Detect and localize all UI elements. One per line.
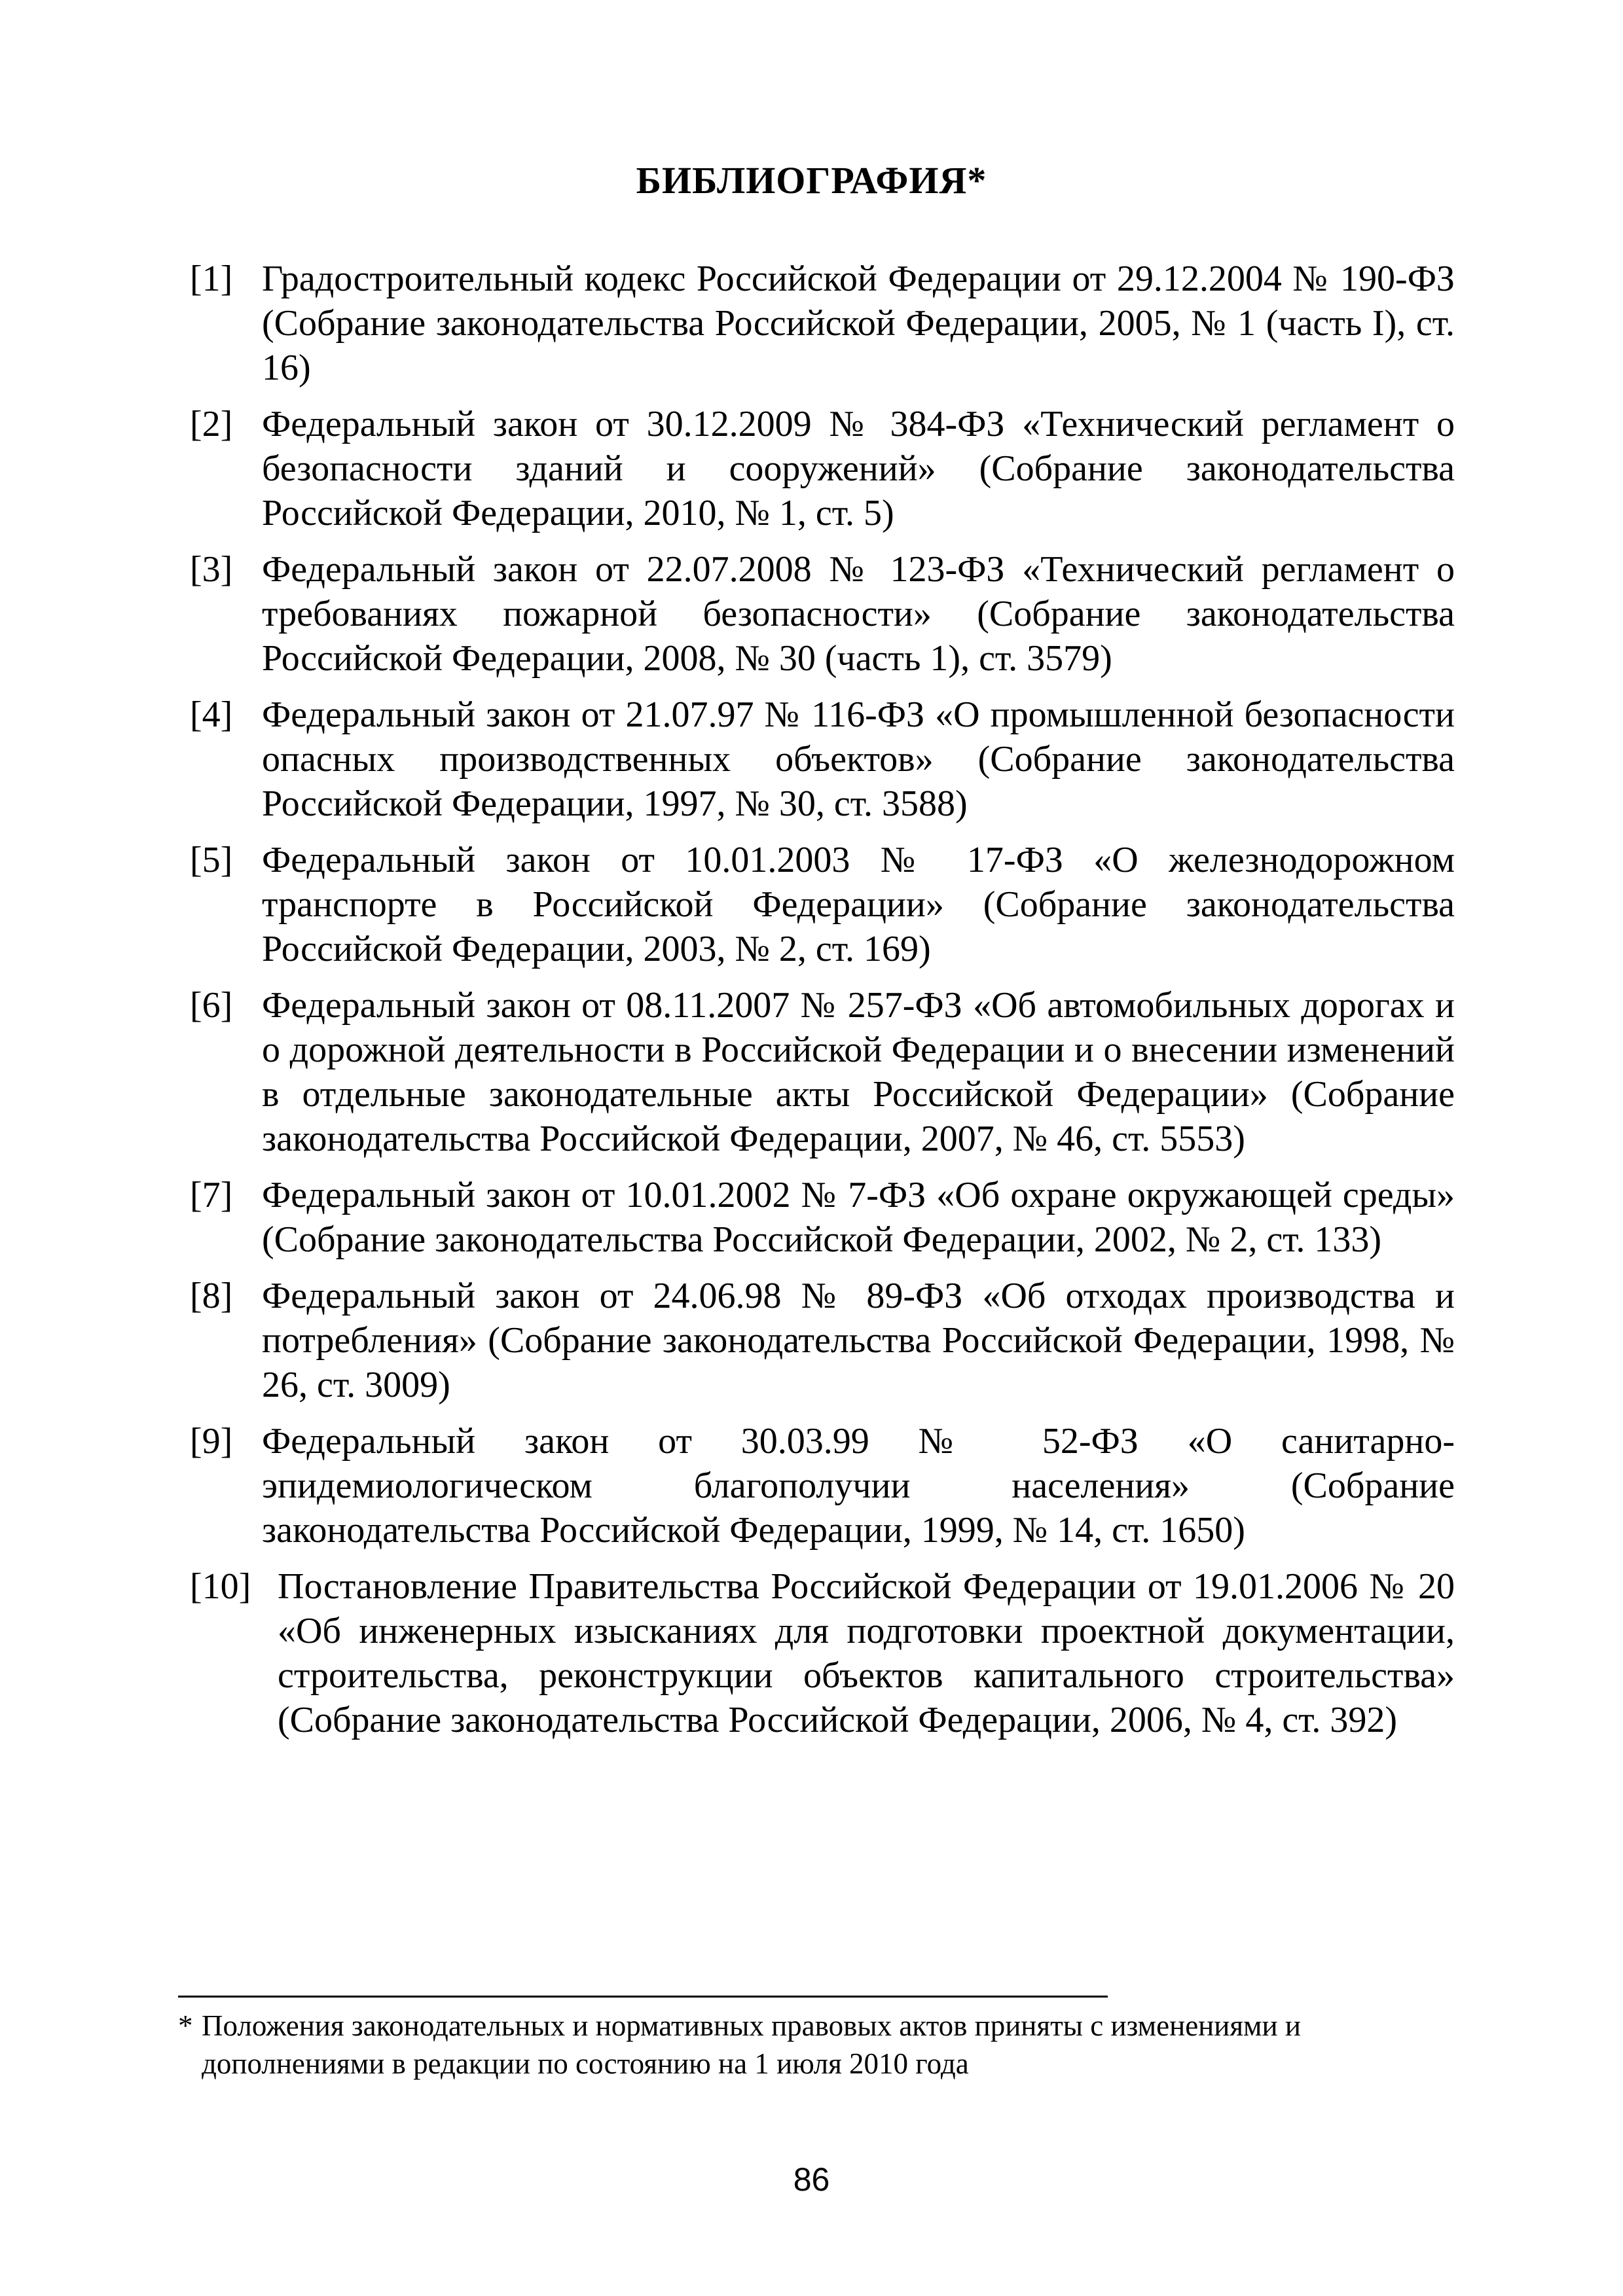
reference-text: Федеральный закон от 08.11.2007 № 257-ФЗ «Об автомобильных дорогах и о дорожной деятельности в Российской Федерации и о внесении изменений в отдельные законодательные акты Российской Федерации» (Собрание законодательства Российской Федерации, 2007, № 46, ст. 5553) bbox=[262, 985, 1455, 1159]
reference-number: [10] bbox=[190, 1566, 251, 1607]
reference-number: [5] bbox=[190, 840, 233, 880]
reference-text: Градостроительный кодекс Российской Федерации от 29.12.2004 № 190-ФЗ (Собрание законодательства Российской Федерации, 2005, № 1 (часть I), ст. 16) bbox=[262, 259, 1455, 388]
reference-number: [8] bbox=[190, 1276, 233, 1316]
reference-text: Федеральный закон от 22.07.2008 № 123-ФЗ «Технический регламент о требованиях пожарной безопасности» (Собрание законодательства Российской Федерации, 2008, № 30 (часть 1), ст. 3579) bbox=[262, 549, 1455, 679]
reference-number: [9] bbox=[190, 1421, 233, 1462]
reference-number: [7] bbox=[190, 1175, 233, 1215]
reference-item bbox=[190, 1173, 1455, 1262]
reference-number: [2] bbox=[190, 404, 233, 444]
reference-item bbox=[190, 547, 1455, 681]
page-title: БИБЛИОГРАФИЯ* bbox=[636, 159, 987, 202]
reference-text: Постановление Правительства Российской Федерации от 19.01.2006 № 20 «Об инженерных изысканиях для подготовки проектной документации, строительства, реконструкции объектов капитального строительства» (Собрание законодательства Российской Федерации, 2006, № 4, ст. 392) bbox=[278, 1566, 1455, 1740]
reference-item bbox=[190, 1564, 1455, 1742]
reference-item bbox=[190, 1274, 1455, 1407]
reference-item bbox=[190, 692, 1455, 826]
footnote-text: Положения законодательных и нормативных правовых актов приняты с изменениями и дополнениями в редакции по состоянию на 1 июля 2010 года bbox=[202, 2009, 1301, 2080]
reference-item bbox=[190, 402, 1455, 535]
reference-text: Федеральный закон от 24.06.98 № 89-ФЗ «Об отходах производства и потребления» (Собрание законодательства Российской Федерации, 1998, № 26, ст. 3009) bbox=[262, 1276, 1455, 1405]
reference-number: [1] bbox=[190, 259, 233, 299]
reference-text: Федеральный закон от 10.01.2003 № 17-ФЗ «О железнодорожном транспорте в Российской Федерации» (Собрание законодательства Российской Федерации, 2003, № 2, ст. 169) bbox=[262, 840, 1455, 969]
reference-number: [4] bbox=[190, 694, 233, 735]
footnote-mark: * bbox=[178, 2009, 193, 2042]
reference-text: Федеральный закон от 30.12.2009 № 384-ФЗ «Технический регламент о безопасности зданий и сооружений» (Собрание законодательства Российской Федерации, 2010, № 1, ст. 5) bbox=[262, 404, 1455, 533]
reference-text: Федеральный закон от 21.07.97 № 116-ФЗ «О промышленной безопасности опасных производственных объектов» (Собрание законодательства Российской Федерации, 1997, № 30, ст. 3588) bbox=[262, 694, 1455, 824]
reference-item bbox=[190, 1419, 1455, 1552]
bibliography-list bbox=[190, 257, 1455, 1754]
footnote-divider bbox=[178, 1996, 1108, 1998]
reference-item bbox=[190, 257, 1455, 390]
reference-item bbox=[190, 838, 1455, 971]
reference-item bbox=[190, 983, 1455, 1161]
reference-number: [3] bbox=[190, 549, 233, 590]
reference-text: Федеральный закон от 30.03.99 № 52-ФЗ «О санитарно-эпидемиологическом благополучии населения» (Собрание законодательства Российской Федерации, 1999, № 14, ст. 1650) bbox=[262, 1421, 1455, 1551]
reference-text: Федеральный закон от 10.01.2002 № 7-ФЗ «Об охране окружающей среды» (Собрание законодательства Российской Федерации, 2002, № 2, ст. 133) bbox=[262, 1175, 1455, 1260]
reference-number: [6] bbox=[190, 985, 233, 1026]
footnote bbox=[178, 2007, 1455, 2083]
page-number: 86 bbox=[793, 2161, 830, 2198]
